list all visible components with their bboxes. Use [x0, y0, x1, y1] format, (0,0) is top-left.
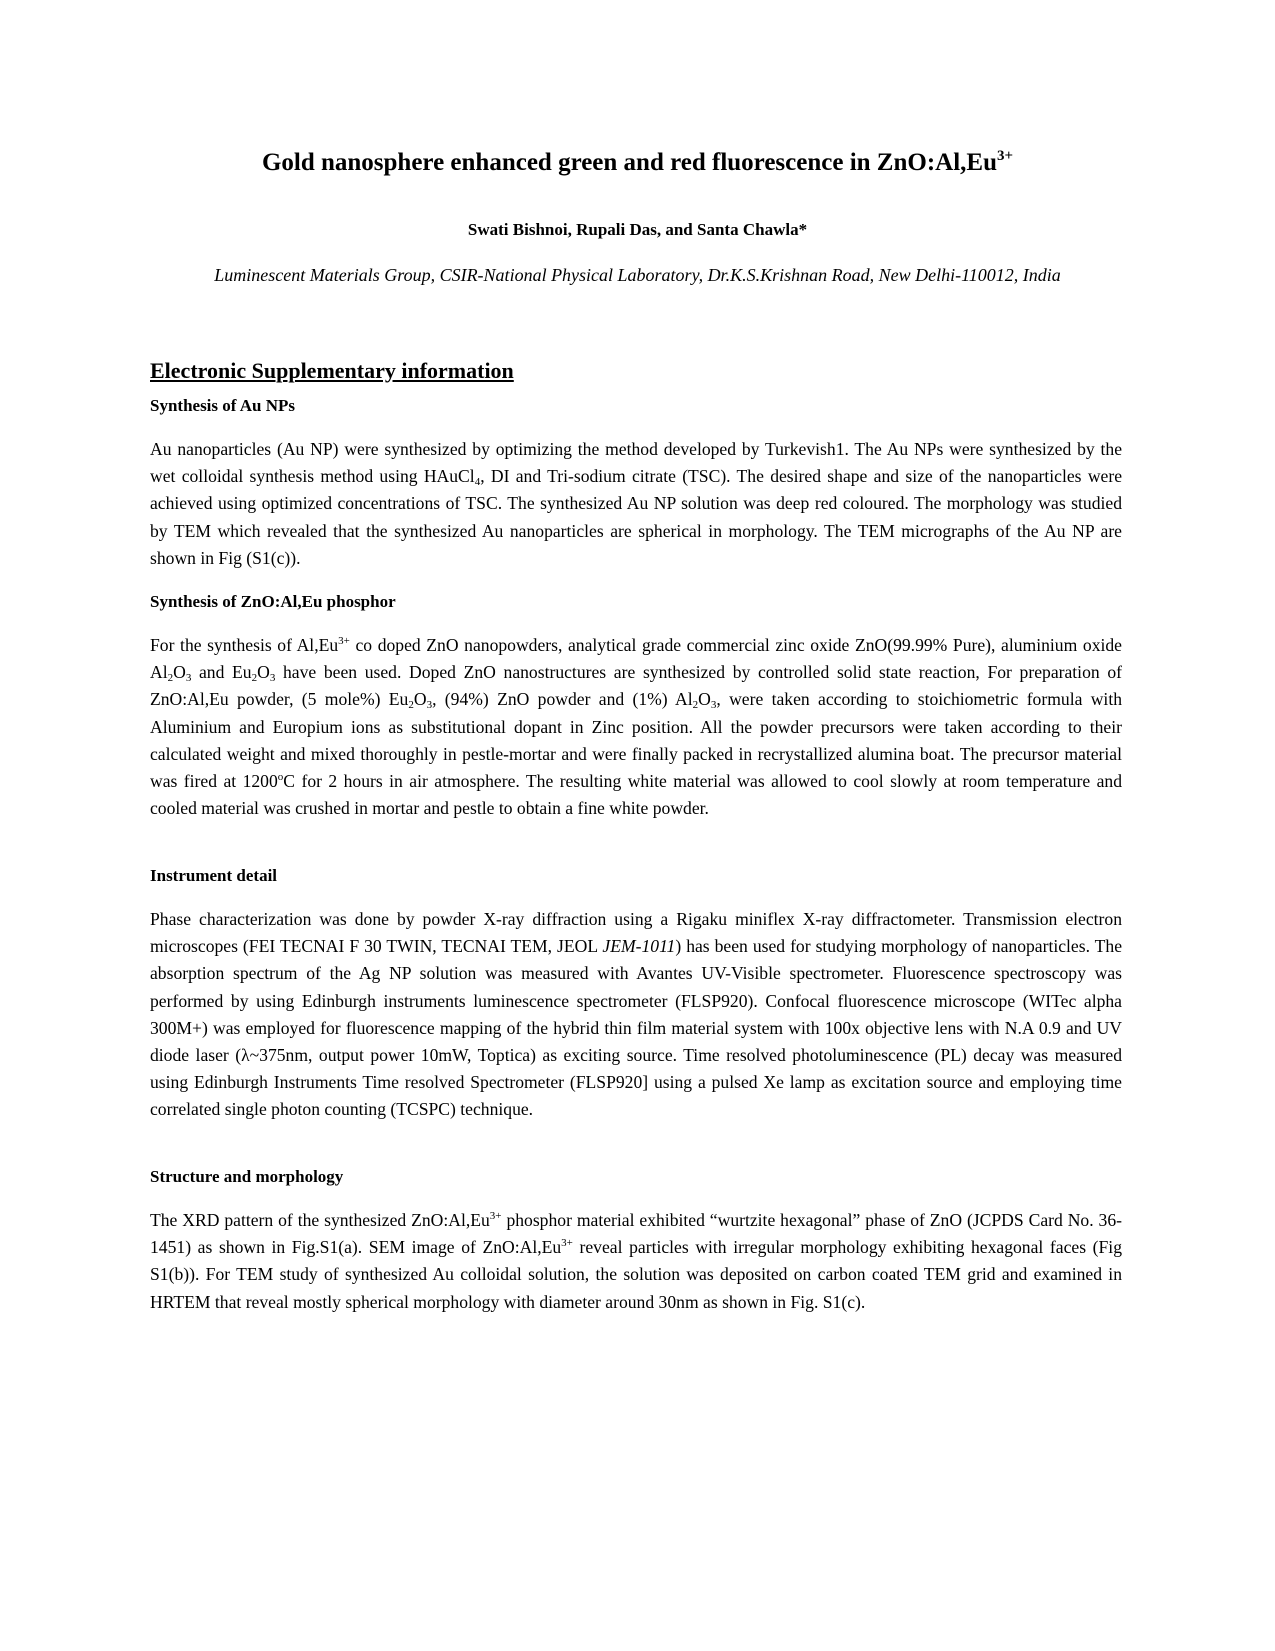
affiliation: Luminescent Materials Group, CSIR-National Physical Laboratory, Dr.K.S.Krishnan Road, New Delhi-110012, India	[214, 265, 1061, 285]
subscript: 3	[426, 699, 433, 712]
section-heading-instrument-detail: Instrument detail	[150, 866, 278, 885]
title-superscript: 3+	[996, 148, 1014, 164]
section-heading-synthesis-zno: Synthesis of ZnO:Al,Eu phosphor	[150, 592, 396, 611]
paragraph-structure-morphology	[150, 1207, 1122, 1316]
text-run: C for 2 hours in air atmosphere. The resulting white material was allowed to cool slowly at room temperature and cooled material was crushed in mortar and pestle to obtain a fine white powder.	[150, 771, 1122, 819]
text-run: O	[257, 662, 270, 683]
text-run: phosphor material exhibited “wurtzite hexagonal” phase of ZnO (JCPDS Card No. 36-1451) as shown in Fig.S1(a). SEM image of ZnO:Al,Eu	[150, 1210, 1122, 1258]
text-run: Phase characterization was done by powder X-ray diffraction using a Rigaku miniflex X-ray diffractometer. Transmission electron microscopes (FEI TECNAI F 30 TWIN, TECNAI TEM, JEOL	[150, 909, 1122, 957]
text-run: O	[413, 689, 427, 710]
subscript: 2	[251, 672, 258, 685]
degree-superscript: o	[277, 771, 284, 784]
paragraph-synthesis-au	[150, 436, 1122, 572]
superscript: 3+	[489, 1210, 502, 1222]
paper-title	[0, 148, 1275, 178]
section-heading-synthesis-au: Synthesis of Au NPs	[150, 396, 296, 415]
subscript: 2	[692, 699, 699, 712]
paragraph-instrument-detail	[150, 906, 1122, 1124]
author-list: Swati Bishnoi, Rupali Das, and Santa Chawla*	[467, 220, 808, 239]
text-run: , were taken according to stoichiometric formula with Aluminium and Europium ions as substitutional dopant in Zinc position. All the powder precursors were taken according to their calculated weight and mixed thoroughly in pestle-mortar and were finally packed in recrystallized alumina boat. The precursor material was fired at 1200	[150, 689, 1122, 792]
text-run: and Eu	[191, 662, 252, 683]
text-run: For the synthesis of Al,Eu	[150, 635, 339, 655]
superscript: 3+	[561, 1237, 573, 1250]
subscript: 3	[269, 672, 276, 685]
text-run: O	[173, 662, 186, 683]
text-run: , (94%) ZnO powder and (1%) Al	[432, 689, 693, 710]
subscript: 4	[474, 476, 481, 489]
paper-title-text: Gold nanosphere enhanced green and red fluorescence in ZnO:Al,Eu	[261, 149, 997, 176]
text-run: , DI and Tri-sodium citrate (TSC). The desired shape and size of the nanoparticles were achieved using optimized concentrations of TSC. The synthesized Au NP solution was deep red coloured. The morphology was studied by TEM which revealed that the synthesized Au nanoparticles are spherical in morphology. The TEM micrographs of the Au NP are shown in Fig (S1(c)).	[150, 466, 1122, 568]
superscript: 3+	[338, 635, 350, 647]
subscript: 2	[167, 672, 174, 685]
text-run: Au nanoparticles (Au NP) were synthesized by optimizing the method developed by Turkevish1. The Au NPs were synthesized by the wet colloidal synthesis method using HAuCl	[150, 439, 1122, 487]
text-run: O	[698, 689, 711, 710]
text-run: The XRD pattern of the synthesized ZnO:Al,Eu	[150, 1210, 490, 1230]
text-run: co doped ZnO nanopowders, analytical grade commercial zinc oxide ZnO(99.99% Pure), aluminium oxide Al	[150, 635, 1122, 683]
paragraph-synthesis-zno	[150, 632, 1122, 822]
section-heading-structure-morphology: Structure and morphology	[150, 1167, 344, 1186]
subscript: 2	[408, 699, 414, 712]
text-run: ) has been used for studying morphology of nanoparticles. The absorption spectrum of the Ag NP solution was measured with Avantes UV-Visible spectrometer. Fluorescence spectroscopy was performed by using Edinburgh instruments luminescence spectrometer (FLSP920). Confocal fluorescence microscope (WITec alpha 300M+) was employed for fluorescence mapping of the hybrid thin film material system with 100x objective lens with N.A 0.9 and UV diode laser (λ~375nm, output power 10mW, Toptica) as exciting source. Time resolved photoluminescence (PL) decay was measured using Edinburgh Instruments Time resolved Spectrometer (FLSP920] using a pulsed Xe lamp as excitation source and employing time correlated single photon counting (TCSPC) technique.	[150, 936, 1122, 1120]
italic-model-name: JEM-1011	[602, 936, 676, 957]
subscript: 3	[185, 672, 192, 685]
text-run: have been used. Doped ZnO nanostructures are synthesized by controlled solid state reaction, For preparation of ZnO:Al,Eu powder, (5 mole%) Eu	[150, 662, 1122, 710]
text-run: reveal particles with irregular morphology exhibiting hexagonal faces (Fig S1(b)). For TEM study of synthesized Au colloidal solution, the solution was deposited on carbon coated TEM grid and examined in HRTEM that reveal mostly spherical morphology with diameter around 30nm as shown in Fig. S1(c).	[150, 1237, 1122, 1312]
esi-heading: Electronic Supplementary information	[150, 358, 514, 383]
subscript: 3	[710, 699, 717, 712]
